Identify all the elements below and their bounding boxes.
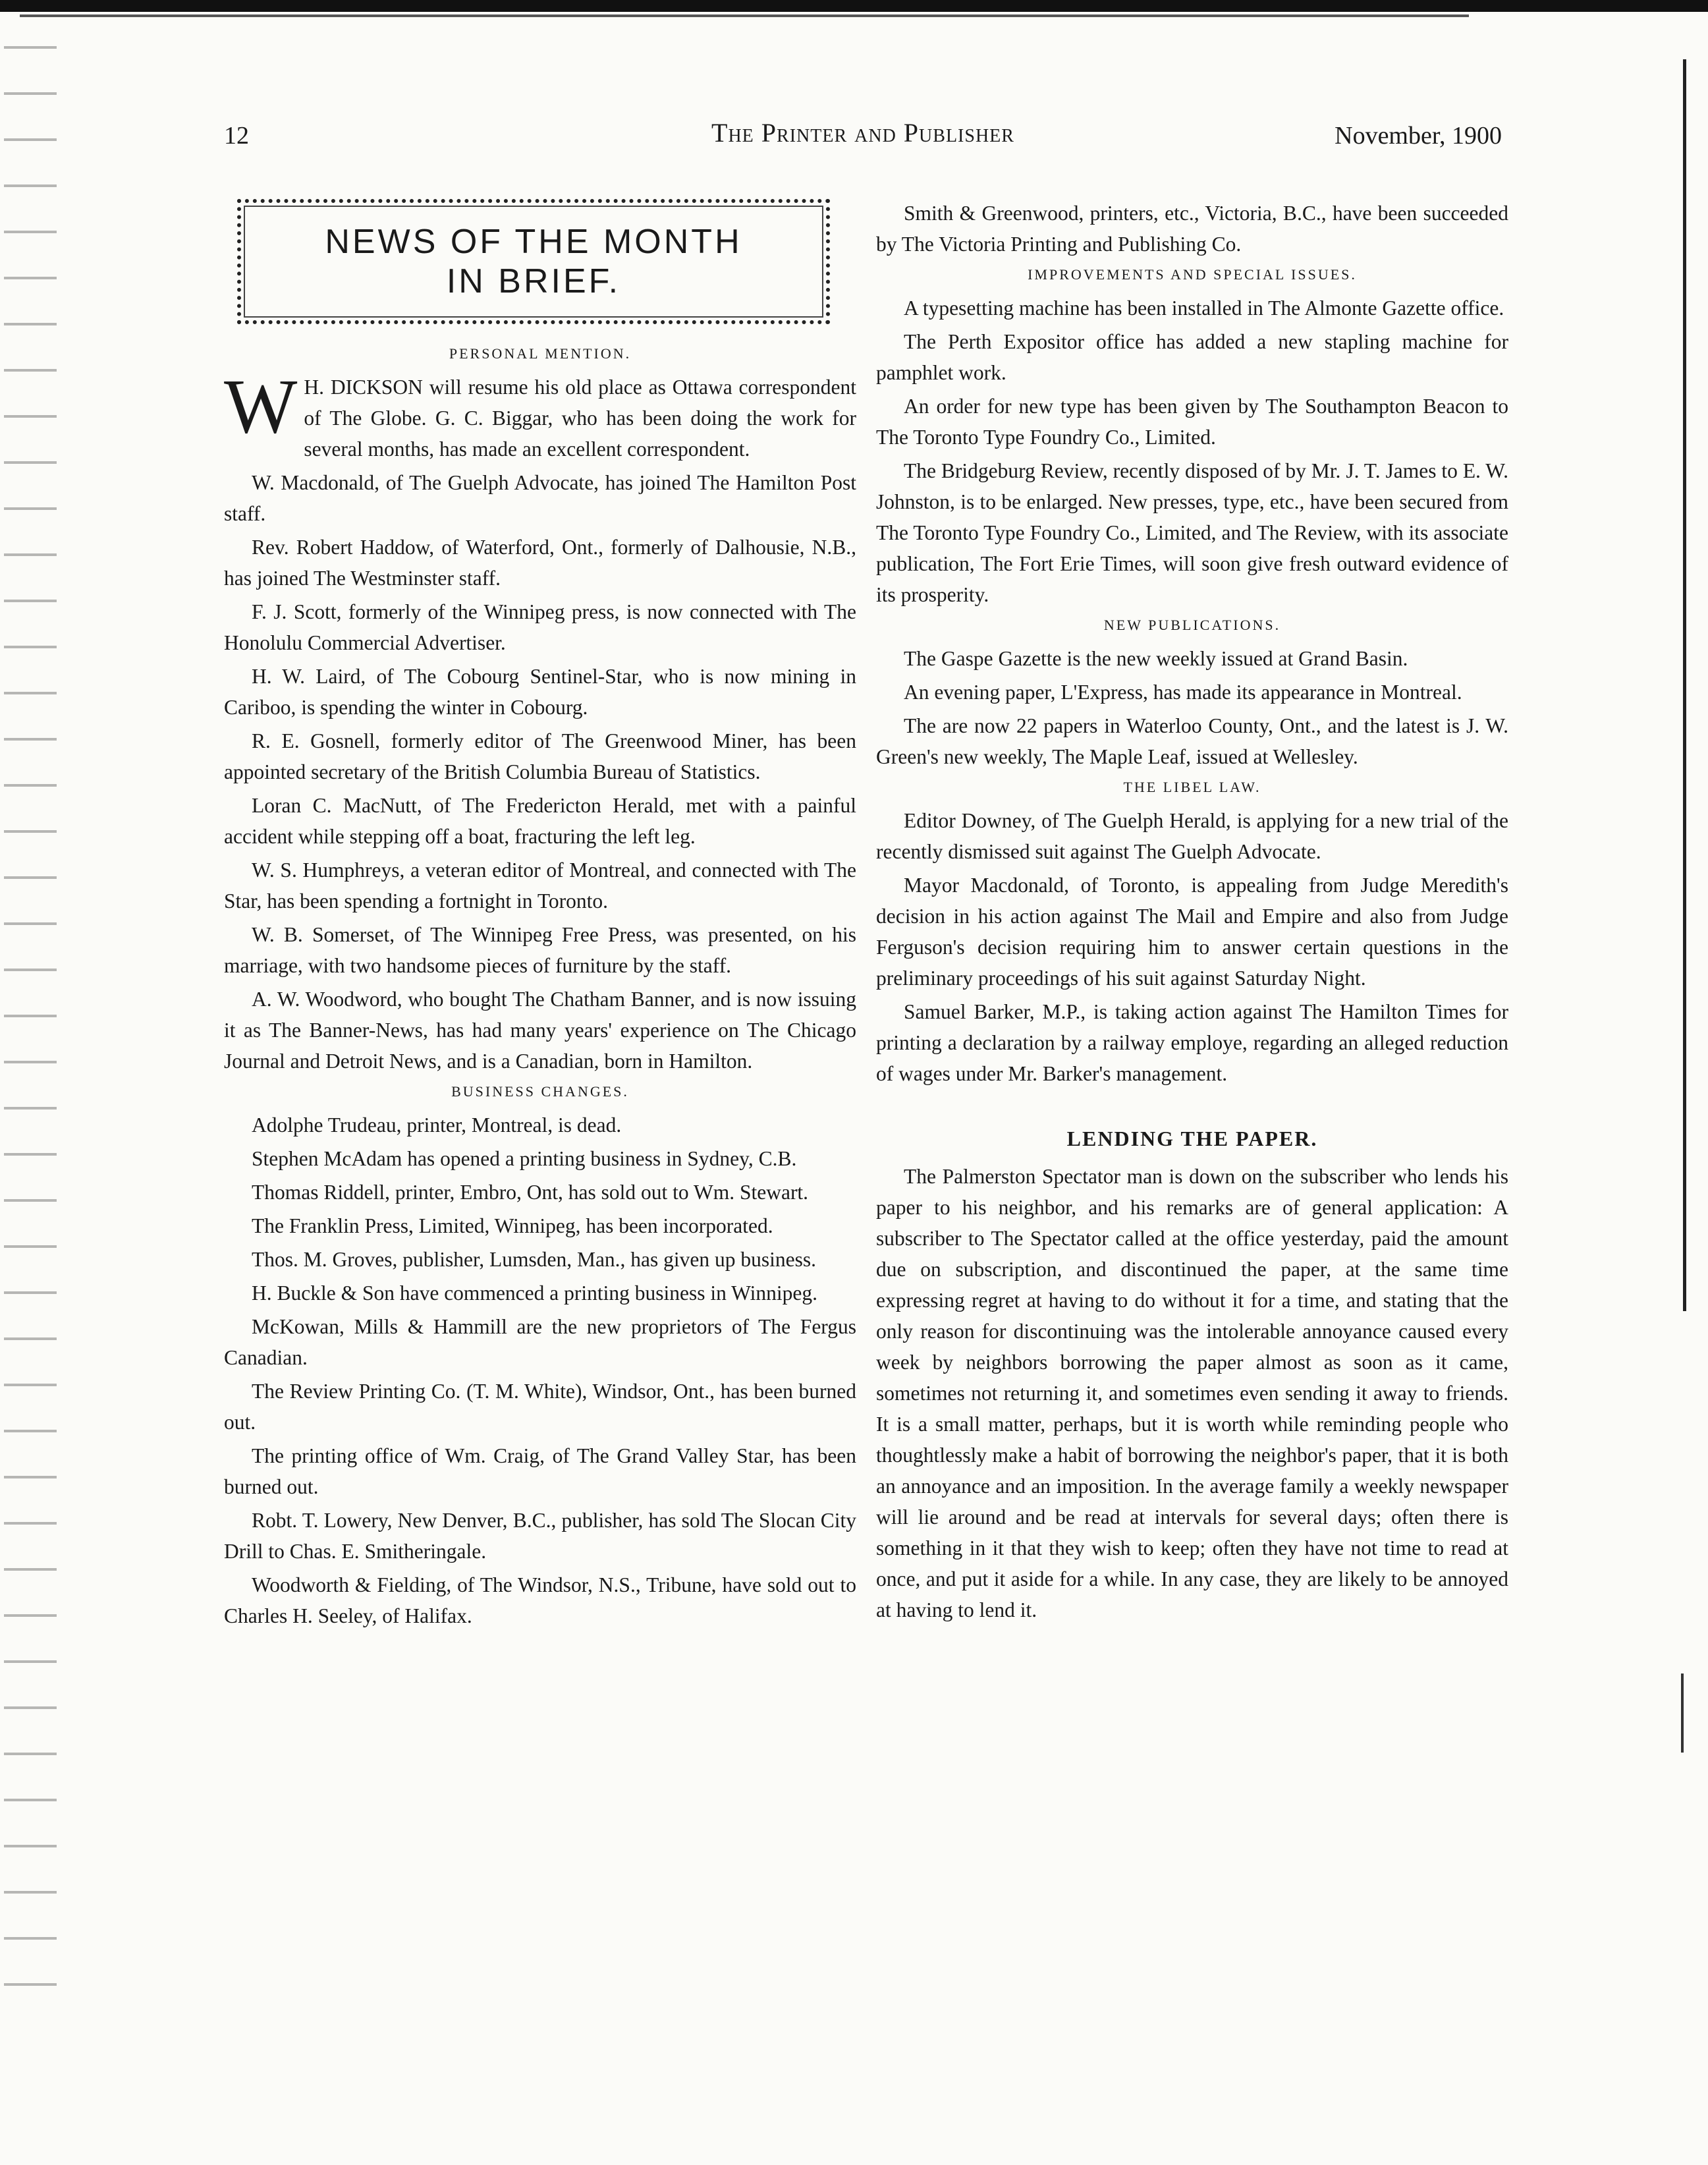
section-heading-improvements: IMPROVEMENTS AND SPECIAL ISSUES. <box>1028 266 1357 283</box>
personal-item: F. J. Scott, formerly of the Winnipeg press, is now connected with The Honolulu Commercial Advertiser. <box>224 600 856 654</box>
improvement-item: The Perth Expositor office has added a new stapling machine for pamphlet work. <box>876 330 1508 384</box>
business-item: Adolphe Trudeau, printer, Montreal, is dead. <box>252 1113 622 1137</box>
section-heading-personal-mention: PERSONAL MENTION. <box>449 345 632 362</box>
issue-date: November, 1900 <box>1335 122 1502 150</box>
business-item: Woodworth & Fielding, of The Windsor, N.S., Tribune, have sold out to Charles H. Seeley, of Halifax. <box>224 1573 856 1627</box>
business-item: McKowan, Mills & Hammill are the new proprietors of The Fergus Canadian. <box>224 1315 856 1369</box>
improvement-item: A typesetting machine has been installed in The Almonte Gazette office. <box>904 296 1504 320</box>
personal-item: R. E. Gosnell, formerly editor of The Greenwood Miner, has been appointed secretary of the British Columbia Bureau of Statistics. <box>224 729 856 783</box>
news-title-box <box>237 199 830 324</box>
publication-item: An evening paper, L'Express, has made its appearance in Montreal. <box>904 681 1462 704</box>
business-item: The Franklin Press, Limited, Winnipeg, has been incorporated. <box>252 1214 773 1237</box>
business-item: The Review Printing Co. (T. M. White), Windsor, Ont., has been burned out. <box>224 1380 856 1434</box>
improvement-item: The Bridgeburg Review, recently disposed of by Mr. J. T. James to E. W. Johnston, is to be enlarged. New presses, type, etc., have been secured from The Toronto Type Foundry Co., Limited, and The Review, with its associate publication, The Fort Erie Times, will soon give fresh outward evidence of its prosperity. <box>876 459 1508 606</box>
improvement-item: An order for new type has been given by The Southampton Beacon to The Toronto Type Foundry Co., Limited. <box>876 395 1508 449</box>
libel-item: Samuel Barker, M.P., is taking action against The Hamilton Times for printing a declaration by a railway employe, regarding an alleged reduction of wages under Mr. Barker's management. <box>876 1000 1508 1085</box>
libel-item: Editor Downey, of The Guelph Herald, is applying for a new trial of the recently dismissed suit against The Guelph Advocate. <box>876 809 1508 863</box>
publication-item: The Gaspe Gazette is the new weekly issued at Grand Basin. <box>904 647 1408 670</box>
section-heading-new-publications: NEW PUBLICATIONS. <box>1103 617 1281 633</box>
page-number: 12 <box>224 122 249 150</box>
article-heading-lending: LENDING THE PAPER. <box>1066 1127 1318 1150</box>
right-margin-rule <box>1683 59 1686 1311</box>
personal-item: H. W. Laird, of The Cobourg Sentinel-Star, who is now mining in Cariboo, is spending the winter in Cobourg. <box>224 665 856 719</box>
drop-cap: W <box>224 363 298 449</box>
section-heading-libel-law: THE LIBEL LAW. <box>1123 779 1261 795</box>
personal-item: A. W. Woodword, who bought The Chatham Banner, and is now issuing it as The Banner-News, has had many years' experience on The Chicago Journal and Detroit News, and is a Canadian, born in Hamilton. <box>224 988 856 1073</box>
personal-item: W. Macdonald, of The Guelph Advocate, has joined The Hamilton Post staff. <box>224 471 856 525</box>
right-column <box>876 198 1508 1628</box>
left-margin-scan-marks <box>4 26 57 2003</box>
section-heading-business-changes: BUSINESS CHANGES. <box>451 1083 629 1100</box>
lending-article-text: The Palmerston Spectator man is down on the subscriber who lends his paper to his neighbor, and his remarks are of general application: A subscriber to The Spectator called at the office yesterday, paid the amount due on subscription, and discontinued the paper, at the same time expressing regret at having to do without it for a time, and stating that the only reason for discontinuing was the intolerable annoyance caused every week by neighbors borrowing the paper almost as soon as it came, sometimes not returning it, and sometimes even sending it away to friends. It is a small matter, perhaps, but it is worth while reminding people who thoughtlessly make a habit of borrowing the neighbor's paper, that it is both an annoyance and an imposition. In the average family a weekly newspaper will lie around and be read at intervals for several days; often there is something in it that they wish to keep; often they have not time to read at once, and put it aside for a while. In any case, they are likely to be annoyed at having to lend it. <box>876 1165 1508 1621</box>
continued-item: Smith & Greenwood, printers, etc., Victoria, B.C., have been succeeded by The Victoria Printing and Publishing Co. <box>876 202 1508 256</box>
top-border-rule <box>0 0 1708 12</box>
running-header <box>224 116 1502 155</box>
box-title <box>237 199 830 324</box>
personal-item: W. S. Humphreys, a veteran editor of Montreal, and connected with The Star, has been spending a fortnight in Toronto. <box>224 858 856 913</box>
personal-item: W. B. Somerset, of The Winnipeg Free Press, was presented, on his marriage, with two handsome pieces of furniture by the staff. <box>224 923 856 977</box>
box-title-line-1: NEWS OF THE MONTH <box>325 223 742 261</box>
top-border-rule-thin <box>20 14 1469 17</box>
left-column <box>224 198 856 1634</box>
personal-item: Rev. Robert Haddow, of Waterford, Ont., formerly of Dalhousie, N.B., has joined The Westminster staff. <box>224 536 856 590</box>
business-item: H. Buckle & Son have commenced a printing business in Winnipeg. <box>252 1281 818 1305</box>
personal-mention-lead-paragraph <box>224 363 856 464</box>
business-item: Thos. M. Groves, publisher, Lumsden, Man., has given up business. <box>252 1248 817 1271</box>
lead-paragraph-text: H. DICKSON will resume his old place as Ottawa correspondent of The Globe. G. C. Biggar, who has been doing the work for several months, has made an excellent correspondent. <box>304 376 856 461</box>
publication-item: The are now 22 papers in Waterloo County, Ont., and the latest is J. W. Green's new weekly, The Maple Leaf, issued at Wellesley. <box>876 714 1508 768</box>
libel-item: Mayor Macdonald, of Toronto, is appealing from Judge Meredith's decision in his action against The Mail and Empire and also from Judge Ferguson's decision requiring him to answer certain questions in the preliminary proceedings of his suit against Saturday Night. <box>876 874 1508 990</box>
business-item: Thomas Riddell, printer, Embro, Ont, has sold out to Wm. Stewart. <box>252 1181 809 1204</box>
personal-item: Loran C. MacNutt, of The Fredericton Herald, met with a painful accident while stepping off a boat, fracturing the left leg. <box>224 794 856 848</box>
right-margin-rule-lower <box>1681 1673 1684 1753</box>
business-item: Stephen McAdam has opened a printing business in Sydney, C.B. <box>252 1147 797 1170</box>
business-item: The printing office of Wm. Craig, of The Grand Valley Star, has been burned out. <box>224 1444 856 1498</box>
journal-title: The Printer and Publisher <box>711 118 1014 148</box>
box-title-line-2: IN BRIEF. <box>446 262 621 300</box>
business-item: Robt. T. Lowery, New Denver, B.C., publisher, has sold The Slocan City Drill to Chas. E. Smitheringale. <box>224 1509 856 1563</box>
